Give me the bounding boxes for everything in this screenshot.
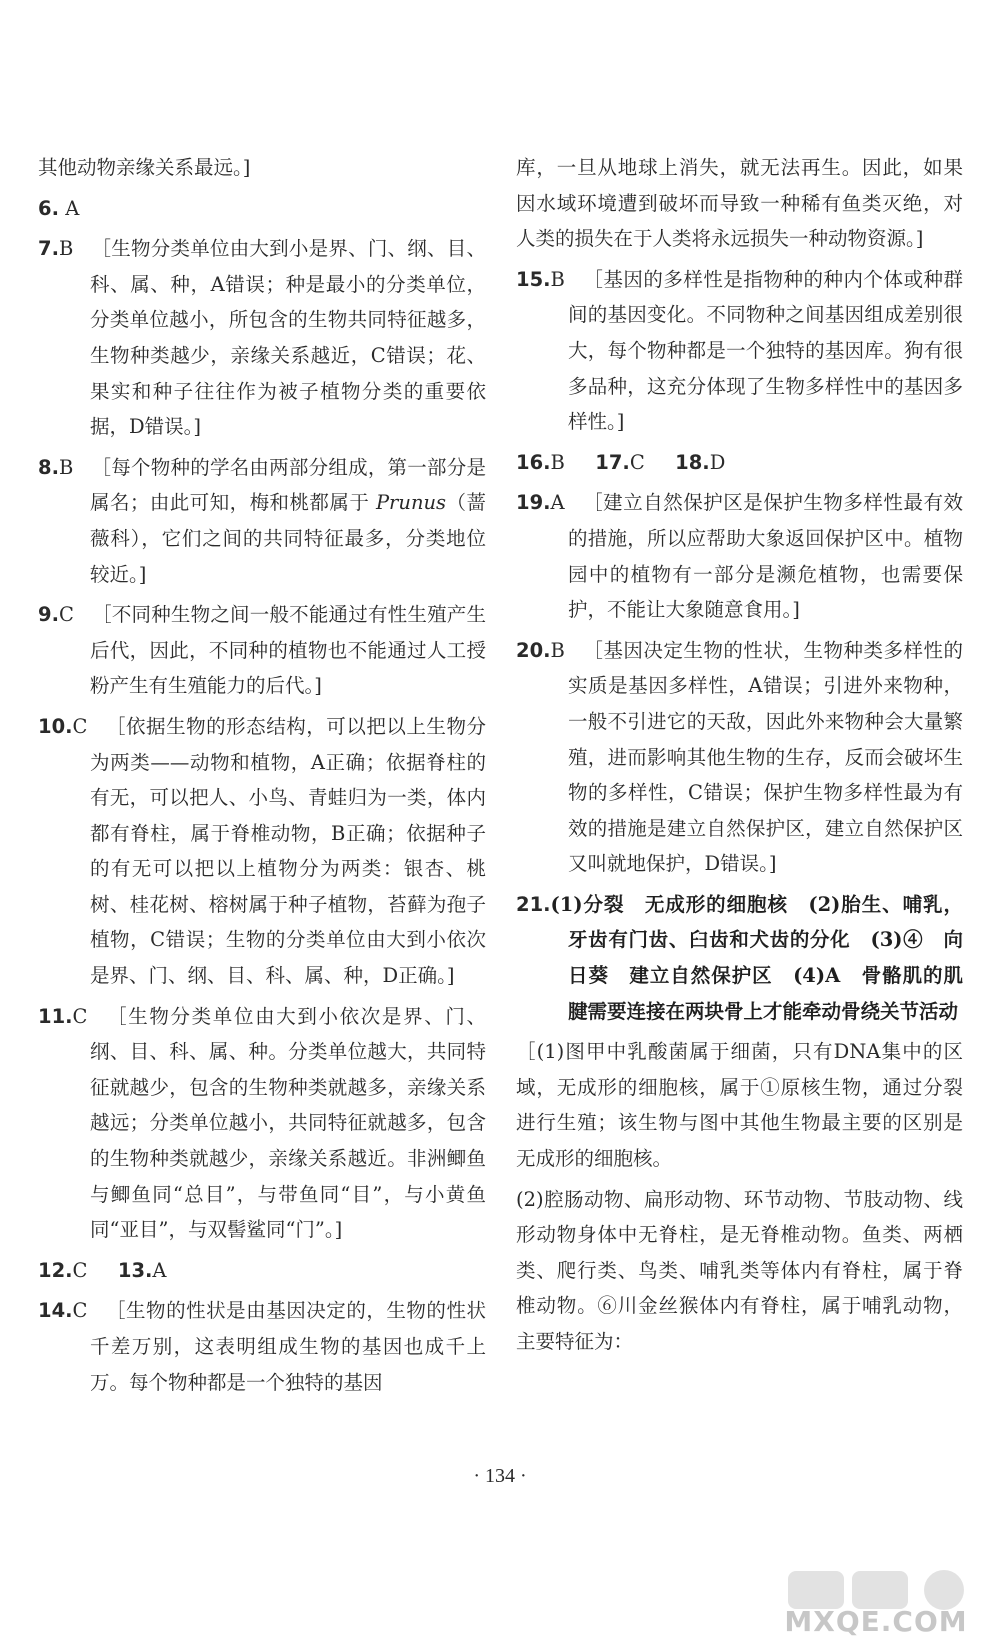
explanation: ［生物分类单位由大到小依次是界、门、纲、目、科、属、种。分类单位越大，共同特征就越少，包含的生物种类就越多，亲缘关系越远；分类单位越小，共同特征就越多，包含的生物种类就越少，亲缘关系越近。非洲鲫鱼与鲫鱼同“总目”，与带鱼同“目”，与小黄鱼同“亚目”，与双髻鲨同“门”。] [90, 1004, 486, 1242]
answer-9 [38, 597, 486, 704]
question-number: 16. [516, 450, 551, 474]
answer-7 [38, 231, 486, 445]
continued-answer-text: 其他动物亲缘关系最远。] [38, 156, 251, 179]
answer-choice: C [58, 603, 74, 627]
explanation: ［生物的性状是由基因决定的，生物的性状千差万别，这表明组成生物的基因也成千上万。每个物种都是一个独特的基因 [90, 1299, 486, 1394]
answer-choice: A [550, 491, 565, 515]
explanation-21-part2: (2)腔肠动物、扁形动物、环节动物、节肢动物、线形动物身体中无脊柱，是无脊椎动物。鱼类、两栖类、爬行类、鸟类、哺乳类等体内有脊柱，属于脊椎动物。⑥川金丝猴体内有脊柱，属于哺乳动物，主要特征为： [516, 1187, 963, 1353]
question-number: 13. [117, 1258, 153, 1282]
answer-21 [516, 887, 963, 1029]
answer-choice: B [550, 638, 565, 662]
explanation: ［不同种生物之间一般不能通过有性生殖产生后代，因此，不同种的植物也不能通过人工授粉产生有生殖能力的后代。] [90, 603, 486, 698]
answer-text: (1)分裂 无成形的细胞核 (2)胎生、哺乳，牙齿有门齿、臼齿和犬齿的分化 (3)④ 向日葵 建立自然保护区 (4)A 骨骼肌的肌腱需要连接在两块骨上才能牵动骨绕关节活动 [550, 892, 963, 1023]
explanation: ［建立自然保护区是保护生物多样性最有效的措施，所以应帮助大象返回保护区中。植物园中的植物有一部分是濒危植物，也需要保护，不能让大象随意食用。] [568, 491, 963, 622]
answer-19 [516, 485, 963, 627]
answer-15 [516, 262, 963, 440]
question-number: 18. [675, 450, 710, 474]
answer-choice: D [709, 450, 726, 474]
latin-genus-name: Prunus [375, 491, 447, 515]
answer-choice: C [72, 1004, 88, 1028]
explanation: ［依据生物的形态结构，可以把以上生物分为两类——动物和植物，A正确；依据脊柱的有无，可以把人、小鸟、青蛙归为一类，体内都有脊柱，属于脊椎动物，B正确；依据种子的有无可以把以上植物分为两类：银杏、桃树、桂花树、榕树属于种子植物，苔藓为孢子植物，C错误；生物的分类单位由大到小依次是界、门、纲、目、科、属、种，D正确。] [90, 714, 486, 988]
explanation: ［每个物种的学名由两部分组成，第一部分是属名；由此可知，梅和桃都属于 [90, 455, 486, 515]
explanation-cont: （蔷薇科），它们之间的共同特征最多，分类地位较近。] [90, 491, 486, 586]
question-number: 21. [516, 892, 551, 916]
continued-answer-text: 库，一旦从地球上消失，就无法再生。因此，如果因水域环境遭到破坏而导致一种稀有鱼类灭绝，对人类的损失在于人类将永远损失一种动物资源。] [516, 156, 963, 251]
answer-14 [38, 1293, 486, 1400]
explanation: ［基因的多样性是指物种的种内个体或种群间的基因变化。不同物种之间基因组成差别很大，每个物种都是一个独特的基因库。狗有很多品种，这充分体现了生物多样性中的基因多样性。] [568, 267, 963, 434]
question-number: 17. [595, 450, 630, 474]
left-column [38, 150, 486, 1405]
watermark-text: MXQE.COM [784, 1605, 968, 1638]
answer-choice: B [58, 237, 74, 261]
question-number: 7. [38, 237, 59, 261]
page-number: · 134 · [473, 1465, 527, 1487]
answer-20 [516, 633, 963, 882]
answer-choice: C [72, 714, 88, 738]
answer-choice: B [58, 455, 74, 479]
answer-6 [38, 191, 486, 227]
answer-choice: B [550, 450, 565, 474]
answer-choice: B [550, 267, 565, 291]
question-number: 20. [516, 638, 551, 662]
answer-11 [38, 999, 486, 1248]
answer-choice: C [629, 450, 645, 474]
explanation-21-part1: ［(1)图甲中乳酸菌属于细菌，只有DNA集中的区域，无成形的细胞核，属于①原核生物，通过分裂进行生殖；该生物与图中其他生物最主要的区别是无成形的细胞核。 [516, 1040, 963, 1171]
explanation: ［基因决定生物的性状，生物种类多样性的实质是基因多样性，A错误；引进外来物种，一般不引进它的天敌，因此外来物种会大量繁殖，进而影响其他生物的生存，反而会破坏生物的多样性，C错误；保护生物多样性最为有效的措施是建立自然保护区，建立自然保护区又叫就地保护，D错误。] [568, 638, 963, 876]
question-number: 8. [38, 455, 59, 479]
question-number: 14. [38, 1299, 73, 1323]
answer-choice: A [65, 196, 80, 220]
question-number: 11. [38, 1004, 73, 1028]
question-number: 9. [38, 603, 59, 627]
question-number: 15. [516, 267, 551, 291]
answer-8 [38, 450, 486, 592]
question-number: 12. [38, 1258, 73, 1282]
right-column [516, 150, 963, 1365]
answer-12-13 [38, 1253, 486, 1289]
explanation: ［生物分类单位由大到小是界、门、纲、目、科、属、种，A错误；种是最小的分类单位，分类单位越小，所包含的生物共同特征越多，生物种类越少，亲缘关系越近，C错误；花、果实和种子往往作为被子植物分类的重要依据，D错误。] [90, 237, 486, 439]
answer-16-18 [516, 445, 963, 481]
question-number: 10. [38, 714, 73, 738]
question-number: 6. [38, 196, 59, 220]
answer-choice: A [152, 1258, 167, 1282]
answer-10 [38, 709, 486, 994]
answer-choice: C [72, 1299, 88, 1323]
question-number: 19. [516, 491, 551, 515]
answer-choice: C [72, 1258, 88, 1282]
